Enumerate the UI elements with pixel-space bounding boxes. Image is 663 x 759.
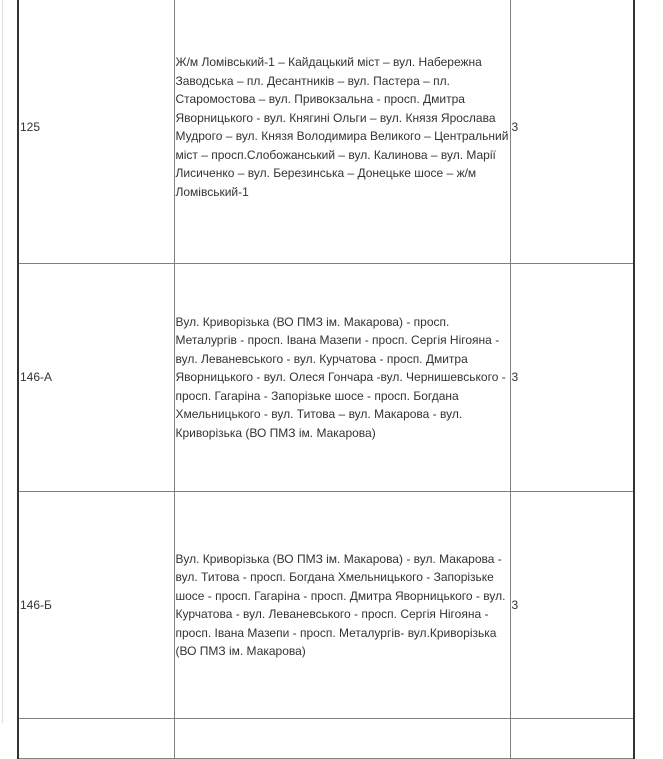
- route-description: Вул. Криворізька (ВО ПМЗ ім. Макарова) - вул. Макарова - вул. Титова - просп. Богдана Хмельницького - Запорізьке шосе - просп. Гагаріна - просп. Дмитра Яворницького - вул. Курчатова - вул. Леваневського - просп. Сергія Нігояна - просп. Івана Мазепи - просп. Металургів- вул.Криворізька (ВО ПМЗ ім. Макарова): [174, 492, 510, 719]
- route-description: Ж/м Ломівський-1 – Кайдацький міст – вул. Набережна Заводська – пл. Десантників – вул. Пастера – пл. Старомостова – вул. Привокзальна - просп. Дмитра Яворницького - вул. Княгині Ольги – вул. Князя Ярослава Мудрого – вул. Князя Володимира Великого – Центральний міст – просп.Слобожанський – вул. Калинова – вул. Марії Лисиченко – вул. Березинська – Донецьке шосе – ж/м Ломівський-1: [174, 0, 510, 264]
- route-number: 125: [18, 0, 174, 264]
- route-description: Вул. Криворізька (ВО ПМЗ ім. Макарова) - просп. Металургів - просп. Івана Мазепи - просп. Сергія Нігояна - вул. Леваневського - вул. Курчатова - просп. Дмитра Яворницького - вул. Олеся Гончара -вул. Чернишевського - просп. Гагаріна - Запорізьке шосе - просп. Богдана Хмельницького - вул. Титова – вул. Макарова - вул. Криворізька (ВО ПМЗ ім. Макарова): [174, 264, 510, 492]
- route-description: [174, 719, 510, 759]
- route-number: 146-А: [18, 264, 174, 492]
- table-row: [18, 264, 634, 492]
- table-row: [18, 0, 634, 264]
- route-number: 146-Б: [18, 492, 174, 719]
- routes-table: [17, 0, 635, 759]
- page-edge-line: [2, 0, 3, 723]
- vehicle-count: 3: [510, 0, 634, 264]
- vehicle-count: 3: [510, 492, 634, 719]
- table-row: [18, 492, 634, 719]
- route-number: [18, 719, 174, 759]
- vehicle-count: [510, 719, 634, 759]
- vehicle-count: 3: [510, 264, 634, 492]
- table-row: [18, 719, 634, 759]
